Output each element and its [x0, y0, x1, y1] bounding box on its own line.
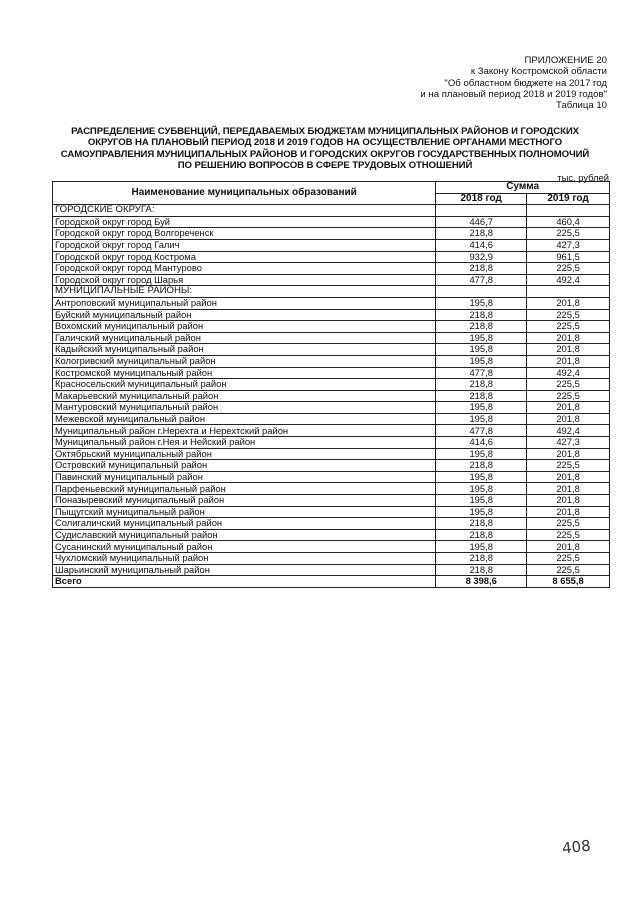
row-2019: 225,5 — [527, 390, 610, 402]
row-2019: 492,4 — [527, 274, 610, 286]
document-title — [40, 126, 610, 172]
section-title: МУНИЦИПАЛЬНЫЕ РАЙОНЫ: — [53, 286, 436, 298]
total-row — [53, 576, 610, 588]
row-name: Муниципальный район г.Нея и Нейский район — [53, 437, 436, 449]
row-2018: 218,8 — [436, 564, 527, 576]
table-row — [53, 332, 610, 344]
row-2019: 225,5 — [527, 553, 610, 565]
title-line: ПО РЕШЕНИЮ ВОПРОСОВ В СФЕРЕ ТРУДОВЫХ ОТНОШЕНИЙ — [177, 160, 473, 172]
row-2019: 201,8 — [527, 402, 610, 414]
row-2018: 218,8 — [436, 321, 527, 333]
row-2018: 195,8 — [436, 355, 527, 367]
row-name: Городской округ город Волгореченск — [53, 228, 436, 240]
units-label: тыс. рублей — [557, 172, 609, 183]
subsidy-table — [52, 181, 610, 588]
row-name: Сусанинский муниципальный район — [53, 541, 436, 553]
row-2018: 195,8 — [436, 541, 527, 553]
row-2019: 492,4 — [527, 425, 610, 437]
table-body — [53, 205, 610, 588]
row-name: Островский муниципальный район — [53, 460, 436, 472]
row-2018: 195,8 — [436, 413, 527, 425]
row-2018: 195,8 — [436, 297, 527, 309]
table-row — [53, 251, 610, 263]
row-2019: 201,8 — [527, 344, 610, 356]
row-2018: 446,7 — [436, 216, 527, 228]
row-name: Красносельский муниципальный район — [53, 379, 436, 391]
table-row — [53, 529, 610, 541]
title-line: ОКРУГОВ НА ПЛАНОВЫЙ ПЕРИОД 2018 И 2019 ГОДОВ НА ОСУЩЕСТВЛЕНИЕ ОРГАНАМИ МЕСТНОГО — [87, 137, 563, 149]
row-name: Шарьинский муниципальный район — [53, 564, 436, 576]
handwritten-page-number: 408 — [561, 836, 592, 858]
table-row — [53, 413, 610, 425]
row-2018: 218,8 — [436, 553, 527, 565]
row-2019: 201,8 — [527, 413, 610, 425]
table-row — [53, 553, 610, 565]
row-2019: 427,3 — [527, 437, 610, 449]
row-2018: 195,8 — [436, 448, 527, 460]
row-2018: 195,8 — [436, 344, 527, 356]
table-row — [53, 297, 610, 309]
row-2018: 477,8 — [436, 425, 527, 437]
header-2019: 2019 год — [527, 193, 610, 205]
row-2019: 225,5 — [527, 518, 610, 530]
row-name: Городской округ город Шарья — [53, 274, 436, 286]
row-2019: 201,8 — [527, 483, 610, 495]
row-2019: 460,4 — [527, 216, 610, 228]
row-name: Чухломский муниципальный район — [53, 553, 436, 565]
row-2019: 201,8 — [527, 297, 610, 309]
table-row — [53, 402, 610, 414]
row-name: Буйский муниципальный район — [53, 309, 436, 321]
row-2019: 492,4 — [527, 367, 610, 379]
row-2019: 201,8 — [527, 355, 610, 367]
section-row — [53, 286, 610, 298]
row-2018: 218,8 — [436, 390, 527, 402]
table-row — [53, 541, 610, 553]
row-2018: 195,8 — [436, 471, 527, 483]
title-line: РАСПРЕДЕЛЕНИЕ СУБВЕНЦИЙ, ПЕРЕДАВАЕМЫХ БЮДЖЕТАМ МУНИЦИПАЛЬНЫХ РАЙОНОВ И ГОРОДСКИХ — [71, 126, 579, 137]
row-2019: 225,5 — [527, 529, 610, 541]
row-2018: 477,8 — [436, 274, 527, 286]
table-row — [53, 471, 610, 483]
appendix-line: и на плановый период 2018 и 2019 годов" — [420, 88, 607, 100]
row-name: Городской округ город Буй — [53, 216, 436, 228]
row-name: Городской округ город Галич — [53, 239, 436, 251]
row-2019: 961,5 — [527, 251, 610, 263]
row-2019: 201,8 — [527, 471, 610, 483]
row-2019: 225,5 — [527, 379, 610, 391]
row-name: Пыщугский муниципальный район — [53, 506, 436, 518]
appendix-line: "Об областном бюджете на 2017 год — [444, 77, 607, 89]
row-2018: 218,8 — [436, 309, 527, 321]
row-2018: 218,8 — [436, 379, 527, 391]
row-2019: 201,8 — [527, 541, 610, 553]
row-2018: 414,6 — [436, 239, 527, 251]
table-row — [53, 355, 610, 367]
table-row — [53, 216, 610, 228]
row-2018: 195,8 — [436, 332, 527, 344]
row-2019: 201,8 — [527, 448, 610, 460]
row-2019: 225,5 — [527, 321, 610, 333]
total-label: Всего — [53, 576, 436, 588]
row-name: Октябрьский муниципальный район — [53, 448, 436, 460]
total-2019: 8 655,8 — [527, 576, 610, 588]
section-row — [53, 205, 610, 217]
row-2018: 218,8 — [436, 263, 527, 275]
table-row — [53, 321, 610, 333]
row-2018: 195,8 — [436, 495, 527, 507]
row-2019: 225,5 — [527, 263, 610, 275]
row-name: Судиславский муниципальный район — [53, 529, 436, 541]
table-row — [53, 518, 610, 530]
total-2018: 8 398,6 — [436, 576, 527, 588]
row-name: Городской округ город Кострома — [53, 251, 436, 263]
row-name: Муниципальный район г.Нерехта и Нерехтский район — [53, 425, 436, 437]
row-name: Вохомский муниципальный район — [53, 321, 436, 333]
row-2019: 427,3 — [527, 239, 610, 251]
row-2018: 218,8 — [436, 529, 527, 541]
section-title: ГОРОДСКИЕ ОКРУГА: — [53, 205, 436, 217]
row-2019: 225,5 — [527, 228, 610, 240]
row-name: Городской округ город Мантурово — [53, 263, 436, 275]
header-2018: 2018 год — [436, 193, 527, 205]
row-2018: 218,8 — [436, 228, 527, 240]
appendix-line: ПРИЛОЖЕНИЕ 20 — [524, 55, 607, 66]
row-2019: 225,5 — [527, 460, 610, 472]
row-2018: 218,8 — [436, 518, 527, 530]
row-2019: 225,5 — [527, 564, 610, 576]
row-name: Солигаличский муниципальный район — [53, 518, 436, 530]
row-name: Мантуровский муниципальный район — [53, 402, 436, 414]
row-name: Галичский муниципальный район — [53, 332, 436, 344]
row-name: Костромской муниципальный район — [53, 367, 436, 379]
row-2018: 195,8 — [436, 506, 527, 518]
appendix-block — [327, 55, 607, 111]
table-number: Таблица 10 — [556, 100, 607, 112]
row-name: Парфеньевский муниципальный район — [53, 483, 436, 495]
row-name: Антроповский муниципальный район — [53, 297, 436, 309]
row-2018: 477,8 — [436, 367, 527, 379]
table-row — [53, 263, 610, 275]
row-2018: 414,6 — [436, 437, 527, 449]
table-row — [53, 379, 610, 391]
table-row — [53, 228, 610, 240]
table-row — [53, 506, 610, 518]
table-row — [53, 344, 610, 356]
table-row — [53, 425, 610, 437]
header-sum: Сумма — [436, 182, 610, 194]
row-name: Поназыревский муниципальный район — [53, 495, 436, 507]
row-2018: 932,9 — [436, 251, 527, 263]
appendix-line: к Закону Костромской области — [470, 66, 607, 78]
table-row — [53, 309, 610, 321]
table-row — [53, 460, 610, 472]
row-2018: 195,8 — [436, 402, 527, 414]
table-row — [53, 367, 610, 379]
table-row — [53, 390, 610, 402]
row-2019: 201,8 — [527, 506, 610, 518]
table-row — [53, 483, 610, 495]
table-row — [53, 437, 610, 449]
row-2018: 218,8 — [436, 460, 527, 472]
row-name: Кадыйский муниципальный район — [53, 344, 436, 356]
row-2019: 201,8 — [527, 495, 610, 507]
table-row — [53, 495, 610, 507]
row-name: Кологривский муниципальный район — [53, 355, 436, 367]
table-row — [53, 448, 610, 460]
table-row — [53, 564, 610, 576]
row-name: Межевской муниципальный район — [53, 413, 436, 425]
row-name: Макарьевский муниципальный район — [53, 390, 436, 402]
title-line: САМОУПРАВЛЕНИЯ МУНИЦИПАЛЬНЫХ РАЙОНОВ И ГОРОДСКИХ ОКРУГОВ ГОСУДАРСТВЕННЫХ ПОЛНОМОЧИЙ — [60, 148, 590, 160]
header-name: Наименование муниципальных образований — [53, 182, 436, 205]
row-name: Павинский муниципальный район — [53, 471, 436, 483]
row-2019: 225,5 — [527, 309, 610, 321]
row-2019: 201,8 — [527, 332, 610, 344]
table-row — [53, 239, 610, 251]
row-2018: 195,8 — [436, 483, 527, 495]
